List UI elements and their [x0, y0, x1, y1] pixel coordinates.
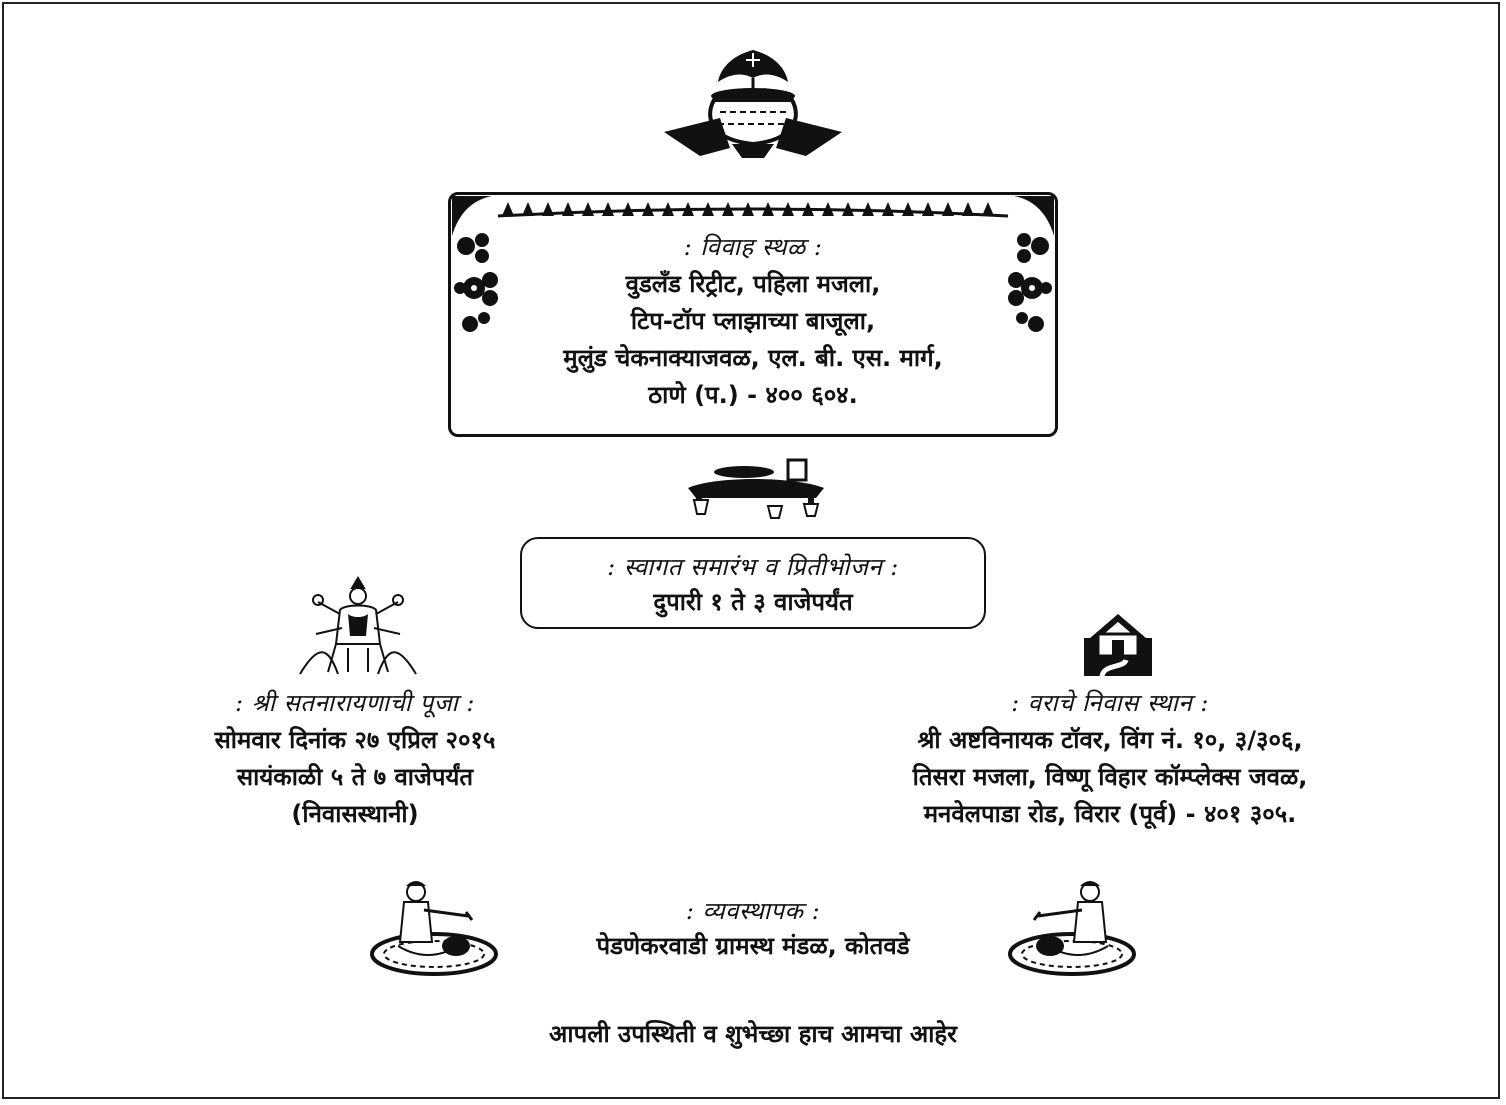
venue-line: वुडलॅंड रिट्रीट, पहिला मजला,	[625, 270, 881, 298]
venue-line: टिप-टॉप प्लाझाच्या बाजूला,	[630, 307, 876, 335]
banquet-table-icon	[684, 458, 828, 520]
residence-line: मनवेलपाडा रोड, विरार (पूर्व) - ४०१ ३०५.	[923, 800, 1297, 828]
puja-line: (निवासस्थानी)	[291, 800, 419, 828]
kalash-icon	[660, 48, 846, 160]
residence-line: तिसरा मजला, विष्णू विहार कॉम्प्लेक्स जवळ,	[912, 763, 1308, 791]
puja-line: सायंकाळी ५ ते ७ वाजेपर्यंत	[236, 763, 474, 791]
organizer-name: पेडणेकरवाडी ग्रामस्थ मंडळ, कोतवडे	[596, 932, 910, 960]
venue-address	[448, 266, 1058, 414]
reception-time: दुपारी १ ते ३ वाजेपर्यंत	[653, 588, 853, 616]
residence-address	[830, 722, 1390, 833]
puja-details	[110, 722, 600, 833]
venue-line: ठाणे (प.) - ४०० ६०४.	[648, 381, 858, 409]
venue-line: मुलुंड चेकनाक्याजवळ, एल. बी. एस. मार्ग,	[563, 344, 943, 372]
footer-note: आपली उपस्थिती व शुभेच्छा हाच आमचा आहेर	[549, 1020, 957, 1048]
puja-heading: : श्री सतनारायणाची पूजा :	[235, 689, 475, 717]
venue-heading: : विवाह स्थळ :	[683, 233, 823, 261]
reception-heading: : स्वागत समारंभ व प्रितीभोजन :	[607, 553, 899, 581]
residence-line: श्री अष्टविनायक टॉवर, विंग नं. १०, ३/३०६,	[917, 726, 1303, 754]
deity-icon	[298, 574, 418, 676]
puja-line: सोमवार दिनांक २७ एप्रिल २०१५	[214, 726, 496, 754]
organizer-heading: : व्यवस्थापक :	[685, 897, 821, 925]
residence-heading: : वराचे निवास स्थान :	[1011, 689, 1209, 717]
house-icon	[1084, 612, 1152, 676]
